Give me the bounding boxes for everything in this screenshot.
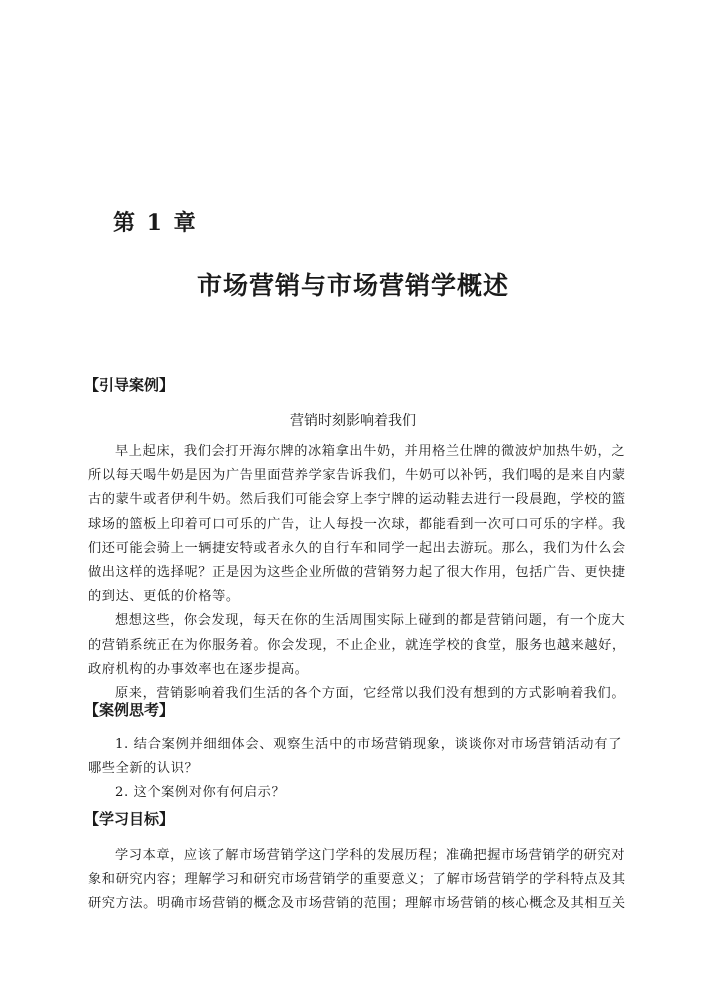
text-line: 想想这些，你会发现，每天在你的生活周围实际上碰到的都是营销问题，有一个庞大 [115, 613, 626, 629]
chapter-label: 第 1 章 [113, 210, 198, 236]
paragraph [88, 781, 622, 805]
paragraph [88, 440, 626, 609]
text-line: 的营销系统正在为你服务着。你会发现，不止企业，就连学校的食堂，服务也越来越好， [88, 637, 626, 653]
text-line: 球场的篮板上印着可口可乐的广告，让人每投一次球，都能看到一次可口可乐的字样。我 [88, 516, 626, 532]
text-line: 原来，营销影响着我们生活的各个方面，它经常以我们没有想到的方式影响着我们。 [115, 685, 626, 701]
learning-goals-heading: 【学习目标】 [84, 810, 175, 828]
text-line: 古的蒙牛或者伊利牛奶。然后我们可能会穿上李宁牌的运动鞋去进行一段晨跑，学校的篮 [88, 492, 626, 508]
paragraph [88, 609, 626, 682]
text-line: 研究方法。明确市场营销的概念及市场营销的范围；理解市场营销的核心概念及其相互关 [88, 896, 626, 912]
case-thinking-heading: 【案例思考】 [84, 701, 175, 719]
text-line: 1. 结合案例并细细体会、观察生活中的市场营销现象，谈谈你对市场营销活动有了 [115, 737, 622, 752]
text-line: 所以每天喝牛奶是因为广告里面营养学家告诉我们，牛奶可以补钙，我们喝的是来自内蒙 [88, 468, 626, 484]
text-line: 的到达、更低的价格等。 [88, 589, 240, 605]
text-line: 们还可能会骑上一辆捷安特或者永久的自行车和同学一起出去游玩。那么，我们为什么会 [88, 540, 626, 556]
paragraph [88, 844, 626, 917]
learning-goals-body [88, 844, 626, 917]
lead-case-heading: 【引导案例】 [84, 376, 175, 394]
paragraph [88, 733, 622, 781]
text-line: 早上起床，我们会打开海尔牌的冰箱拿出牛奶，并用格兰仕牌的微波炉加热牛奶，之 [115, 444, 626, 459]
case-title: 营销时刻影响着我们 [290, 413, 416, 429]
text-line: 象和研究内容；理解学习和研究市场营销学的重要意义；了解市场营销学的学科特点及其 [88, 872, 626, 888]
lead-case-body [88, 440, 626, 706]
chapter-title: 市场营销与市场营销学概述 [196, 271, 509, 300]
text-line: 学习本章，应该了解市场营销学这门学科的发展历程；准确把握市场营销学的研究对 [115, 848, 626, 863]
text-line: 做出这样的选择呢？正是因为这些企业所做的营销努力起了很大作用，包括广告、更快捷 [88, 564, 626, 580]
text-line: 哪些全新的认识？ [88, 761, 199, 777]
case-thinking-body [88, 733, 622, 806]
text-line: 2. 这个案例对你有何启示？ [115, 785, 286, 801]
text-line: 政府机构的办事效率也在逐步提高。 [88, 661, 309, 677]
